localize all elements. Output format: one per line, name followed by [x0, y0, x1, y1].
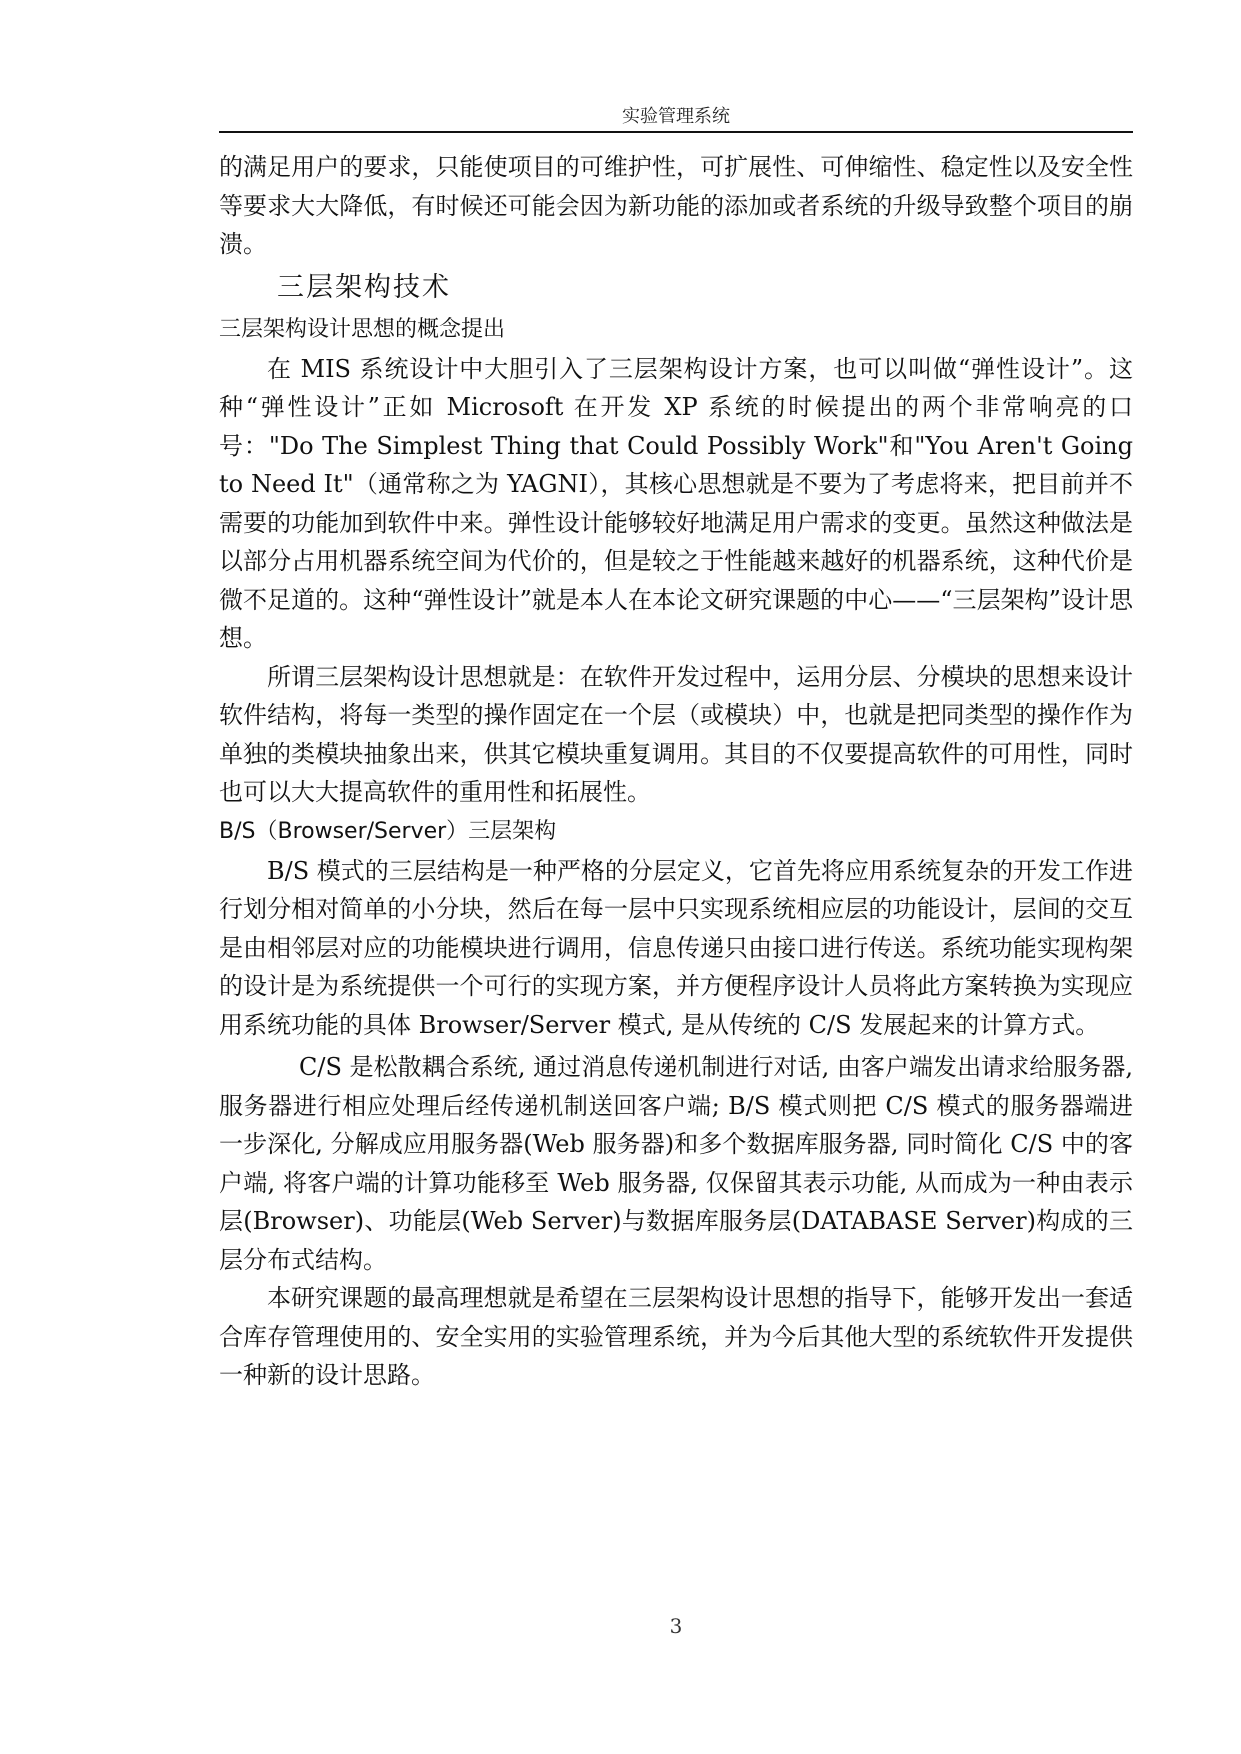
- paragraph-cs-comparison: C/S 是松散耦合系统, 通过消息传递机制进行对话, 由客户端发出请求给服务器, 服务器进行相应处理后经传递机制送回客户端; B/S 模式则把 C/S 模式的服务器端进一步深化, 分解成应用服务器(Web 服务器)和多个数据库服务器, 同时简化 C/S 中的客户端, 将客户端的计算功能移至 Web 服务器, 仅保留其表示功能, 从而成为一种由表示层(Browser)、功能层(Web Server)与数据库服务层(DATABASE Server)构成的三层分布式结构。: [219, 1053, 1133, 1274]
- section-heading: 三层架构技术: [277, 271, 451, 303]
- paragraph-definition: 所谓三层架构设计思想就是：在软件开发过程中，运用分层、分模块的思想来设计软件结构，将每一类型的操作固定在一个层（或模块）中，也就是把同类型的操作作为单独的类模块抽象出来，供其它模块重复调用。其目的不仅要提高软件的可用性，同时也可以大大提高软件的重用性和拓展性。: [219, 662, 1133, 806]
- paragraph-goal: 本研究课题的最高理想就是希望在三层架构设计思想的指导下，能够开发出一套适合库存管理使用的、安全实用的实验管理系统，并为今后其他大型的系统软件开发提供一种新的设计思路。: [219, 1284, 1133, 1389]
- paragraph-bs-structure: B/S 模式的三层结构是一种严格的分层定义，它首先将应用系统复杂的开发工作进行划分相对简单的小分块，然后在每一层中只实现系统相应层的功能设计，层间的交互是由相邻层对应的功能模块进行调用，信息传递只由接口进行传送。系统功能实现构架的设计是为系统提供一个可行的实现方案，并方便程序设计人员将此方案转换为实现应用系统功能的具体 Browser/Server 模式, 是从传统的 C/S 发展起来的计算方式。: [219, 856, 1133, 1039]
- subsection-heading-bs: B/S（Browser/Server）三层架构: [219, 818, 557, 844]
- document-body: [219, 148, 1133, 1395]
- header-divider: [219, 131, 1133, 133]
- paragraph-elastic-design: 在 MIS 系统设计中大胆引入了三层架构设计方案，也可以叫做“弹性设计”。这种“弹性设计”正如 Microsoft 在开发 XP 系统的时候提出的两个非常响亮的口号："Do The Simplest Thing that Could Possibly Work"和"You Aren't Going to Need It"（通常称之为 YAGNI），其核心思想就是不要为了考虑将来，把目前并不需要的功能加到软件中来。弹性设计能够较好地满足用户需求的变更。虽然这种做法是以部分占用机器系统空间为代价的，但是较之于性能越来越好的机器系统，这种代价是微不足道的。这种“弹性设计”就是本人在本论文研究课题的中心——“三层架构”设计思想。: [219, 354, 1133, 652]
- page-number: 3: [669, 1614, 683, 1638]
- subsection-heading-concept: 三层架构设计思想的概念提出: [219, 316, 506, 342]
- running-header: 实验管理系统: [622, 106, 730, 127]
- paragraph-continuation: 的满足用户的要求，只能使项目的可维护性，可扩展性、可伸缩性、稳定性以及安全性等要求大大降低，有时候还可能会因为新功能的添加或者系统的升级导致整个项目的崩溃。: [219, 153, 1133, 258]
